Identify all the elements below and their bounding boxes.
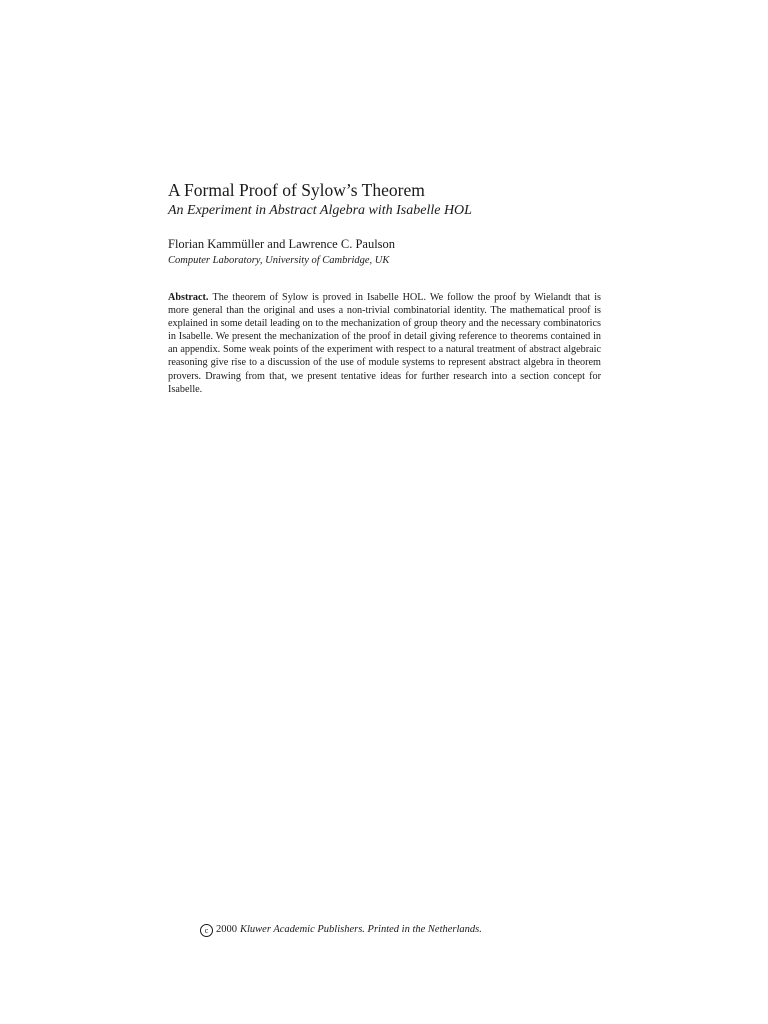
copyright-year: 2000 <box>216 924 237 935</box>
paper-title: A Formal Proof of Sylow’s Theorem <box>168 180 425 200</box>
copyright-footer <box>200 923 560 937</box>
abstract-label: Abstract. <box>168 292 209 303</box>
abstract-paragraph <box>168 291 601 396</box>
paper-header <box>168 180 608 268</box>
paper-subtitle: An Experiment in Abstract Algebra with Isabelle HOL <box>168 203 472 218</box>
publisher-note: Kluwer Academic Publishers. Printed in the Netherlands. <box>240 924 482 935</box>
copyright-icon: c <box>200 924 213 937</box>
paper-affiliation: Computer Laboratory, University of Cambridge, UK <box>168 255 390 266</box>
paper-authors: Florian Kammüller and Lawrence C. Paulson <box>168 237 396 251</box>
abstract-text: The theorem of Sylow is proved in Isabelle HOL. We follow the proof by Wielandt that is more general than the original and uses a non-trivial combinatorial identity. The mathematical proof is explained in some detail leading on to the mechanization of group theory and the necessary combinatorics in Isabelle. We present the mechanization of the proof in detail giving reference to theorems contained in an appendix. Some weak points of the experiment with respect to a natural treatment of abstract algebraic reasoning give rise to a discussion of the use of module systems to represent abstract algebra in theorem provers. Drawing from that, we present tentative ideas for further research into a section concept for Isabelle. <box>168 292 601 395</box>
